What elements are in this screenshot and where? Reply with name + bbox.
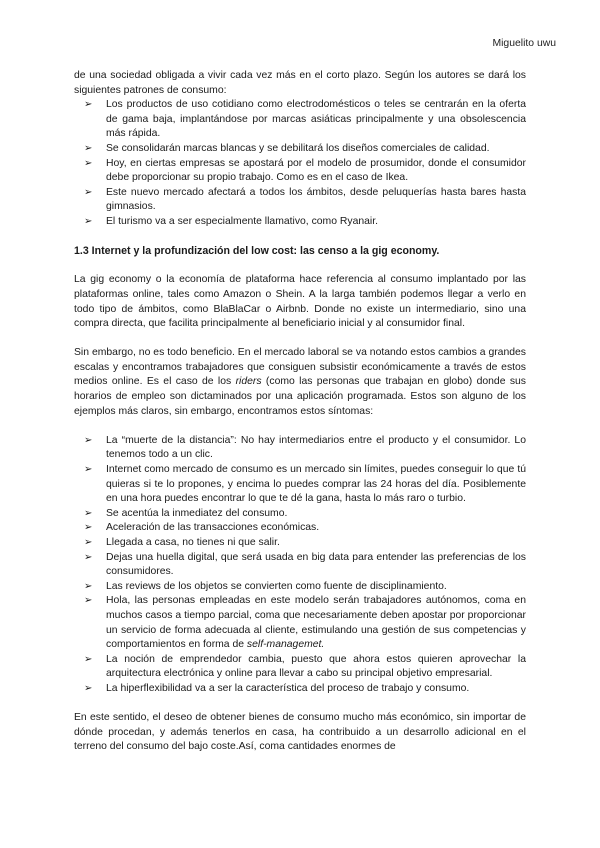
arrow-bullet-icon: ➢ [84, 434, 93, 446]
arrow-bullet-icon: ➢ [84, 653, 93, 665]
arrow-bullet-icon: ➢ [84, 595, 93, 607]
list-item: ➢ La “muerte de la distancia”: No hay intermediarios entre el producto y el consumidor. Lo tenemos todo a un clic. [84, 434, 526, 461]
list-item: ➢ La noción de emprendedor cambia, puesto que ahora estos quieren aprovechar la arquitectura electrónica y online para llevar a cabo su principal objetivo empresarial. [84, 653, 526, 680]
intro-paragraph: de una sociedad obligada a vivir cada vez más en el corto plazo. Según los autores se dará los siguientes patrones de consumo: [74, 70, 526, 96]
list-item: ➢ Llegada a casa, no tienes ni que salir. [74, 536, 526, 551]
gig-economy-paragraph: La gig economy o la economía de plataforma hace referencia al consumo implantado por las plataformas online, tales como Amazon o Shein. A la larga también podemos llegar a verlo en todo tipo de ámbitos, como BlaBlaCar o Airbnb. Donde no existe un intermediario, sino una compra directa, que facilita principalmente al beneficiario inicial y al consumidor final. [74, 274, 526, 330]
consumption-patterns-list [74, 98, 526, 229]
arrow-bullet-icon: ➢ [84, 580, 93, 592]
riders-term: riders [235, 376, 262, 388]
list-item: ➢ Dejas una huella digital, que será usada en big data para entender las preferencias de los consumidores. [84, 551, 526, 578]
list-item: ➢ Hola, las personas empleadas en este modelo serán trabajadores autónomos, coma en muchos casos a tiempo parcial, coma que necesariamente deben apostar por proporcionar un servicio de forma adecuada al cliente, estimulando una gestión de sus competencias y comportamientos en forma de self-managemet. [84, 595, 526, 651]
arrow-bullet-icon: ➢ [84, 537, 93, 548]
arrow-bullet-icon: ➢ [84, 142, 93, 154]
list-item: ➢ Se consolidarán marcas blancas y se debilitará los diseños comerciales de calidad. [74, 142, 526, 157]
arrow-bullet-icon: ➢ [84, 507, 93, 519]
header-author: Miguelito uwu [492, 38, 556, 49]
arrow-bullet-icon: ➢ [84, 215, 93, 227]
arrow-bullet-icon: ➢ [84, 157, 93, 169]
closing-paragraph: En este sentido, el deseo de obtener bienes de consumo mucho más económico, sin importar de dónde procedan, y además tenerlos en casa, ha contribuido a un desarrollo adicional en el terreno del consumo del bajo coste.Así, coma cantidades enormes de [74, 712, 526, 753]
list-item: ➢ Se acentúa la inmediatez del consumo. [74, 507, 526, 522]
list-item: ➢ La hiperflexibilidad va a ser la característica del proceso de trabajo y consumo. [74, 682, 526, 697]
list-item: ➢ Este nuevo mercado afectará a todos los ámbitos, desde peluquerías hasta bares hasta gimnasios. [84, 186, 526, 213]
symptoms-list [74, 434, 526, 697]
self-management-term: self-managemet. [246, 639, 325, 651]
list-item: ➢ Hoy, en ciertas empresas se apostará por el modelo de prosumidor, donde el consumidor debe proporcionar su propio trabajo. Como es en el caso de Ikea. [84, 157, 526, 184]
list-item: ➢ El turismo va a ser especialmente llamativo, como Ryanair. [74, 215, 526, 230]
list-item: ➢ Las reviews de los objetos se convierten como fuente de disciplinamiento. [74, 580, 526, 595]
document-body [74, 69, 526, 755]
arrow-bullet-icon: ➢ [84, 464, 93, 476]
list-item: ➢ Los productos de uso cotidiano como electrodomésticos o teles se centrarán en la oferta de gama baja, implantándose por marcas asiáticas principalmente y una obsolescencia más rápida. [84, 99, 526, 140]
list-item: ➢ Aceleración de las transacciones económicas. [74, 521, 526, 536]
section-heading: 1.3 Internet y la profundización del low cost: las censo a la gig economy. [74, 245, 440, 258]
arrow-bullet-icon: ➢ [84, 551, 93, 563]
arrow-bullet-icon: ➢ [84, 186, 93, 198]
arrow-bullet-icon: ➢ [84, 682, 93, 694]
labor-market-paragraph: Sin embargo, no es todo beneficio. En el mercado laboral se va notando estos cambios a grandes escalas y encontramos trabajadores que consiguen subsistir económicamente a través de estos medios online. Es el caso de los riders (como las personas que trabajan en globo) donde sus horarios de empleo son dictaminados por una aplicación programada. Estos son alguno de los ejemplos más claros, sin embargo, encontramos estos síntomas: [74, 347, 526, 417]
list-item: ➢ Internet como mercado de consumo es un mercado sin límites, puedes conseguir lo que tú quieras si te lo propones, y encima lo puedes comprar las 24 horas del día. Posiblemente en una hora puedes encontrar lo que te dé la gana, hasta lo más raro o turbio. [84, 464, 526, 505]
arrow-bullet-icon: ➢ [84, 522, 93, 534]
arrow-bullet-icon: ➢ [84, 99, 93, 111]
